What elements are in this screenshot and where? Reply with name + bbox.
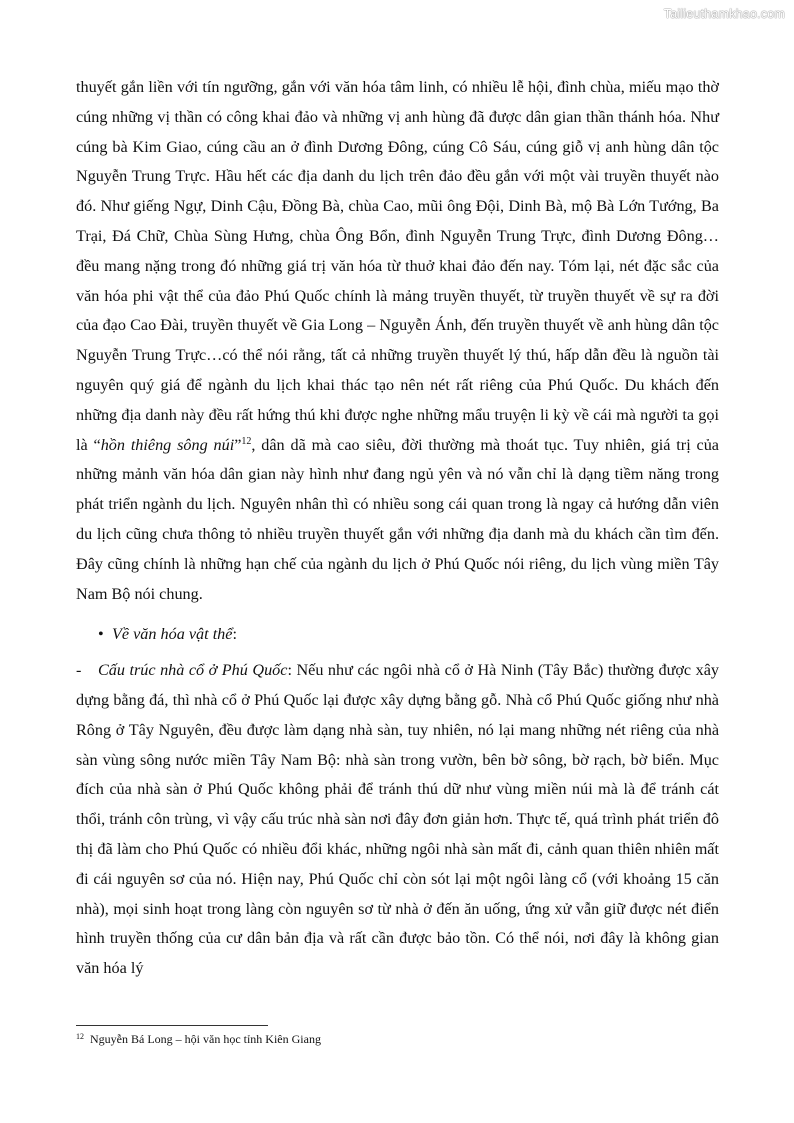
bullet-label: Về văn hóa vật thể — [112, 625, 233, 644]
footnote-divider — [76, 1025, 268, 1026]
intro-text-continued: , dân dã mà cao siêu, đời thường mà thoát tục. Tuy nhiên, giá trị của những mảnh văn hóa dân gian này hình như đang ngủ yên và nó vẫn chỉ là dạng tiềm năng trong phát triển ngành du lịch. Nguyên nhân thì có nhiều song cái quan trong là ngay cả hướng dẫn viên du lịch cũng chưa thông tỏ nhiều truyền thuyết gắn với những địa danh mà du khách cần tìm đến. Đây cũng chính là những hạn chế của ngành du lịch ở Phú Quốc nói riêng, du lịch vùng miền Tây Nam Bộ nói chung. — [76, 435, 719, 603]
section-paragraph — [76, 656, 719, 984]
dash-marker: - — [76, 661, 82, 680]
footnote-text: Nguyễn Bá Long – hội văn học tỉnh Kiên Giang — [90, 1032, 321, 1046]
intro-paragraph — [76, 73, 719, 609]
quote-text: hồn thiêng sông núi — [100, 435, 235, 454]
section-text: : Nếu như các ngôi nhà cổ ở Hà Ninh (Tây Bắc) thường được xây dựng bằng đá, thì nhà cổ ở Phú Quốc lại được xây dựng bằng gỗ. Nhà cổ Phú Quốc giống như nhà Rông ở Tây Nguyên, đều được làm dạng nhà sàn, tuy nhiên, nó lại mang những nét riêng của nhà sàn vùng sông nước miền Tây Nam Bộ: nhà sàn trong vườn, bên bờ sông, bờ rạch, bờ biển. Mục đích của nhà sàn ở Phú Quốc không phải để tránh thú dữ như vùng miền núi mà là để tránh cát thổi, tránh côn trùng, vì vậy cấu trúc nhà sàn nơi đây đơn giản hơn. Thực tế, quá trình phát triển đô thị đã làm cho Phú Quốc có nhiều đổi khác, những ngôi nhà sàn mất đi, cảnh quan thiên nhiên mất đi cái nguyên sơ của nó. Hiện nay, Phú Quốc chỉ còn sót lại một ngôi làng cổ (với khoảng 15 căn nhà), mọi sinh hoạt trong làng còn nguyên sơ từ nhà ở đến ăn uống, ứng xử vẫn giữ được nét điển hình truyền thống của cư dân bản địa và rất cần được bảo tồn. Có thể nói, nơi đây là không gian văn hóa lý — [76, 661, 719, 978]
bullet-item — [76, 620, 719, 650]
bullet-suffix: : — [232, 625, 237, 644]
watermark: Tailieuthamkhao.com — [663, 7, 785, 21]
bullet-icon: • — [98, 625, 104, 644]
quote-close: ” — [234, 435, 242, 454]
section-heading: Cấu trúc nhà cổ ở Phú Quốc — [98, 661, 288, 680]
body-text — [76, 73, 719, 984]
footnote — [76, 1032, 321, 1046]
intro-text: thuyết gắn liền với tín ngưỡng, gắn với văn hóa tâm linh, có nhiều lễ hội, đình chùa, miếu mạo thờ cúng những vị thần có công khai đảo và những vị anh hùng đã được dân gian thần thánh hóa. Như cúng bà Kim Giao, cúng cầu an ở đình Dương Đông, cúng Cô Sáu, cúng giỗ vị anh hùng dân tộc Nguyễn Trung Trực. Hầu hết các địa danh du lịch trên đảo đều gắn với một vài truyền thuyết nào đó. Như giếng Ngự, Dinh Cậu, Đồng Bà, chùa Cao, mũi ông Đội, Dinh Bà, mộ Bà Lớn Tướng, Ba Trại, Đá Chữ, Chùa Sùng Hưng, chùa Ông Bổn, đình Nguyễn Trung Trực, đình Dương Đông… đều mang nặng trong đó những giá trị văn hóa từ thuở khai đảo đến nay. Tóm lại, nét đặc sắc của văn hóa phi vật thể của đảo Phú Quốc chính là mảng truyền thuyết, từ truyền thuyết về sự ra đời của đạo Cao Đài, truyền thuyết về Gia Long – Nguyễn Ánh, đến truyền thuyết về anh hùng dân tộc Nguyễn Trung Trực…có thể nói rằng, tất cả những truyền thuyết lý thú, hấp dẫn đều là nguồn tài nguyên quý giá để ngành du lịch khai thác tạo nên nét rất riêng của Phú Quốc. Du khách đến những địa danh này đều rất hứng thú khi được nghe những mẩu truyện li kỳ về cái mà người ta gọi là “ — [76, 78, 719, 454]
footnote-ref[interactable]: 12 — [241, 435, 252, 447]
footnote-number: 12 — [76, 1032, 84, 1041]
